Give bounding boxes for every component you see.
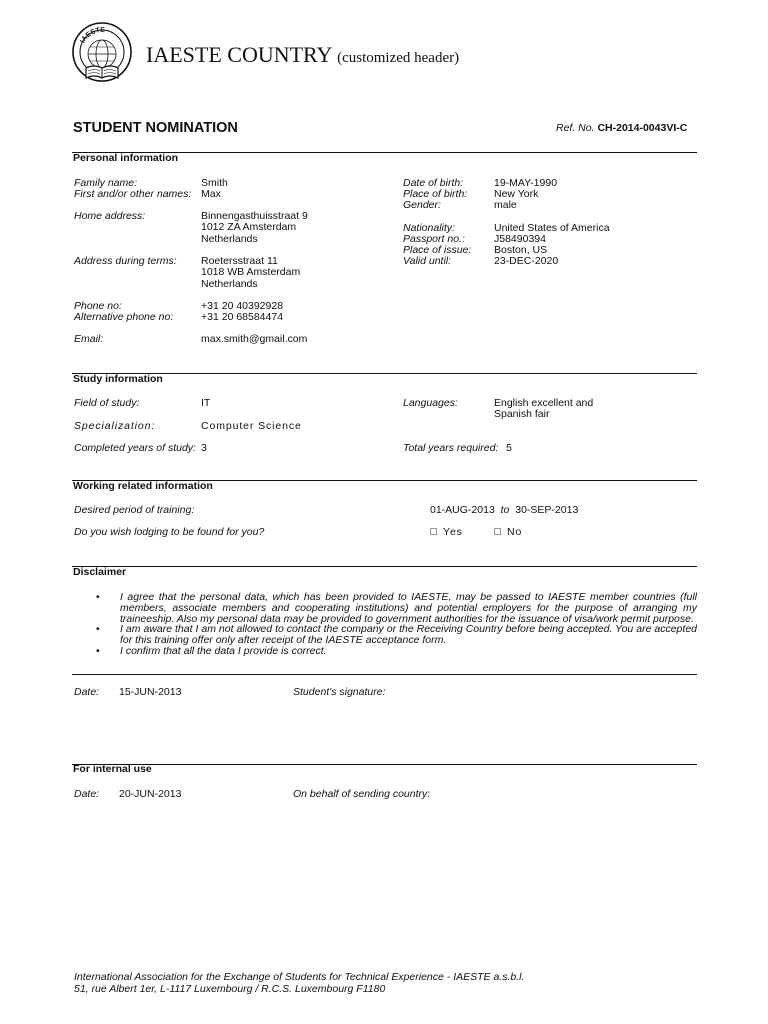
section-study: Study information [73,373,163,385]
ref-number: Ref. No. CH-2014-0043VI-C [556,122,688,134]
value-place-issue: Boston, US [494,244,548,256]
label-valid-until: Valid until: [403,255,452,267]
label-dob: Date of birth: [403,177,464,189]
label-first-names: First and/or other names: [74,188,192,200]
label-phone: Phone no: [74,300,122,312]
value-training-period [430,505,578,517]
globe-book-icon [70,22,134,86]
value-term-address: Roetersstraat 11 1018 WB Amsterdam Netherlands [201,255,301,290]
label-email: Email: [74,333,104,345]
label-total-years: Total years required: [403,442,499,454]
section-internal: For internal use [73,763,152,775]
label-field-of-study: Field of study: [74,397,140,409]
divider [72,764,697,765]
value-email: max.smith@gmail.com [201,333,308,345]
lodging-yes-option[interactable]: Yes [430,527,463,539]
label-nationality: Nationality: [403,222,455,234]
label-signature-date: Date: [74,686,100,698]
list-item: • I confirm that all the data I provide is correct. [96,644,327,657]
label-term-address: Address during terms: [74,255,177,267]
period-to-label: to [500,504,510,516]
value-phone: +31 20 40392928 [201,300,284,312]
list-item: • I am aware that I am not allowed to contact the company or the Receiving Country before being accepted. You are accepted for this training offer only after receipt of the IAESTE acceptance form. [96,623,697,647]
value-gender: male [494,199,517,211]
label-training-period: Desired period of training: [74,504,195,516]
label-passport: Passport no.: [403,233,465,245]
no-checkbox[interactable] [494,528,501,535]
section-working: Working related information [73,480,213,492]
section-disclaimer: Disclaimer [73,566,127,578]
value-alt-phone: +31 20 68584474 [201,311,284,323]
value-family-name: Smith [201,177,228,189]
label-completed-years: Completed years of study: [74,442,196,454]
label-student-signature: Student's signature: [293,686,386,698]
page-title: STUDENT NOMINATION [73,120,238,136]
divider [72,373,697,374]
ref-value: CH-2014-0043VI-C [597,122,688,134]
header-subtitle: (customized header) [337,50,460,66]
value-completed-years: 3 [201,442,207,454]
section-personal: Personal information [73,152,179,164]
label-internal-date: Date: [74,788,100,800]
iaeste-logo [70,22,134,86]
label-family-name: Family name: [74,177,138,189]
label-alt-phone: Alternative phone no: [74,311,174,323]
label-home-address: Home address: [74,210,146,222]
label-lodging: Do you wish lodging to be found for you? [74,526,265,538]
value-total-years: 5 [506,442,512,454]
label-sending-country: On behalf of sending country: [293,788,431,800]
divider [72,674,697,675]
value-internal-date: 20-JUN-2013 [119,788,182,800]
value-dob: 19-MAY-1990 [494,177,558,189]
svg-text:IAESTE: IAESTE [79,26,105,45]
yes-checkbox[interactable] [430,528,437,535]
period-to: 30-SEP-2013 [515,504,579,516]
value-first-names: Max [201,188,221,200]
org-name: IAESTE COUNTRY (customized header) [146,42,460,67]
value-valid-until: 23-DEC-2020 [494,255,559,267]
value-pob: New York [494,188,539,200]
label-languages: Languages: [403,397,458,409]
value-specialization: Computer Science [201,420,302,432]
value-languages: English excellent and Spanish fair [494,397,594,421]
label-gender: Gender: [403,199,441,211]
footer-line-2: 51, rue Albert 1er, L-1117 Luxembourg / R.C.S. Luxembourg F1180 [74,983,386,995]
value-signature-date: 15-JUN-2013 [119,686,182,698]
lodging-no-option[interactable]: No [494,527,522,539]
list-item: • I agree that the personal data, which has been provided to IAESTE, may be passed to IAESTE member countries (full members, associate members and cooperating institutions) and potential employers for the purpose of arranging my traineeship. Also my personal data may be provided to government authorities for the issuance of visa/work permit purpose. [96,591,697,625]
value-passport: J58490394 [494,233,546,245]
value-home-address: Binnengasthuisstraat 9 1012 ZA Amsterdam Netherlands [201,210,308,245]
period-from: 01-AUG-2013 [430,504,495,516]
label-pob: Place of birth: [403,188,468,200]
footer-line-1: International Association for the Exchange of Students for Technical Experience - IAESTE a.s.b.l. [74,971,525,983]
divider [72,566,697,567]
label-place-issue: Place of issue: [403,244,472,256]
value-nationality: United States of America [494,222,610,234]
disclaimer-list [96,592,697,657]
value-field-of-study: IT [201,397,211,409]
label-specialization: Specialization: [74,420,156,432]
